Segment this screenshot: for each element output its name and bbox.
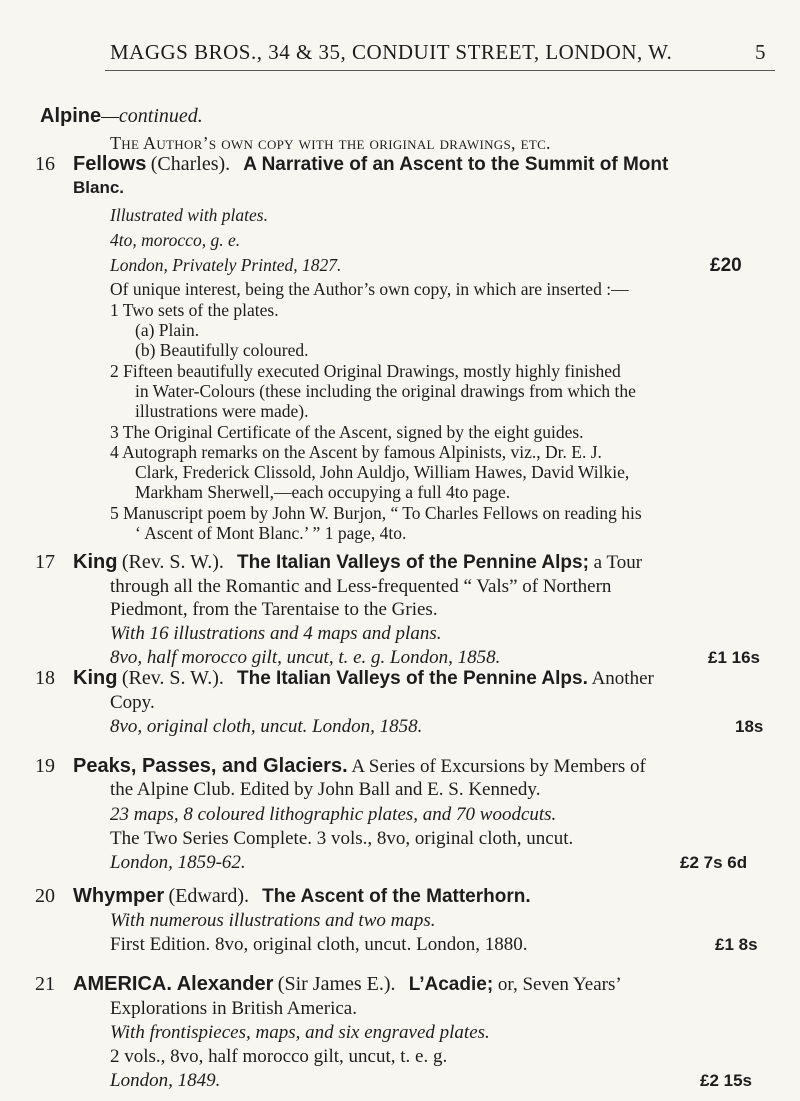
entry-heading <box>73 551 642 574</box>
entry-title-rest: Another <box>587 668 654 689</box>
entry-imprint: London, Privately Printed, 1827. <box>110 255 342 275</box>
entry-author: Fellows <box>73 153 147 175</box>
entry-format: The Two Series Complete. 3 vols., 8vo, original cloth, uncut. <box>110 828 574 849</box>
entry-author-details: (Charles). <box>150 153 231 175</box>
entry-price: £1 8s <box>715 935 758 954</box>
entry-author: Whymper <box>73 885 165 907</box>
entry-illustrations: With frontispieces, maps, and six engraved plates. <box>110 1022 490 1043</box>
entry-line: through all the Romantic and Less-frequented “ Vals” of Northern <box>110 576 612 597</box>
entry-item: 3 The Original Certificate of the Ascent, signed by the eight guides. <box>110 422 584 442</box>
entry-number: 21 <box>35 973 55 995</box>
entry-line: Copy. <box>110 692 155 713</box>
entry-heading <box>73 973 622 996</box>
entry-format: 4to, morocco, g. e. <box>110 230 241 250</box>
entry-author-details: (Edward). <box>168 885 250 907</box>
entry-item: in Water-Colours (these including the original drawings from which the <box>135 381 636 401</box>
entry-item: Markham Sherwell,—each occupying a full 4to page. <box>135 482 511 502</box>
entry-title-rest: a Tour <box>588 552 643 573</box>
entry-heading <box>73 755 646 778</box>
entry-item: 1 Two sets of the plates. <box>110 300 279 320</box>
entry-author: Peaks, Passes, and Glaciers. <box>73 755 348 777</box>
entry-format: First Edition. 8vo, original cloth, uncut. London, 1880. <box>110 934 528 955</box>
entry-item: 5 Manuscript poem by John W. Burjon, “ To Charles Fellows on reading his <box>110 503 642 523</box>
entry-line: Piedmont, from the Tarentaise to the Gries. <box>110 599 438 620</box>
entry-illustrations: With numerous illustrations and two maps. <box>110 910 436 931</box>
entry-illustrations: 23 maps, 8 coloured lithographic plates, and 70 woodcuts. <box>110 804 557 825</box>
entry-format: 8vo, original cloth, uncut. London, 1858. <box>110 716 423 737</box>
entry-heading <box>73 885 531 908</box>
entry-author: King <box>73 551 118 573</box>
entry-price: 18s <box>735 717 764 736</box>
entry-author-details: (Sir James E.). <box>277 973 396 995</box>
section-heading: Alpine—continued. <box>40 105 203 127</box>
entry-title: The Ascent of the Matterhorn. <box>262 886 531 907</box>
entry-imprint: London, 1859-62. <box>110 852 246 873</box>
entry-price: £2 7s 6d <box>680 853 748 872</box>
entry-format: 2 vols., 8vo, half morocco gilt, uncut, t. e. g. <box>110 1046 448 1067</box>
entry-number: 19 <box>35 755 55 777</box>
entry-number: 20 <box>35 885 55 907</box>
entry-line: the Alpine Club. Edited by John Ball and E. S. Kennedy. <box>110 779 541 800</box>
entry-heading <box>73 667 654 690</box>
entry-number: 18 <box>35 667 55 689</box>
page-number: 5 <box>755 40 766 64</box>
entry-title-rest: or, Seven Years’ <box>493 974 622 995</box>
entry-item: illustrations were made). <box>135 401 309 421</box>
entry-item: (a) Plain. <box>135 320 200 340</box>
entry-title: The Italian Valleys of the Pennine Alps; <box>236 552 589 573</box>
entry-item: Clark, Frederick Clissold, John Auldjo, William Hawes, David Wilkie, <box>135 462 630 482</box>
entry-item: 4 Autograph remarks on the Ascent by famous Alpinists, viz., Dr. E. J. <box>110 442 602 462</box>
entry-line: Explorations in British America. <box>110 998 357 1019</box>
entry-price: £20 <box>710 255 742 276</box>
entry-format: 8vo, half morocco gilt, uncut, t. e. g. London, 1858. <box>110 647 501 668</box>
entry-author-details: (Rev. S. W.). <box>121 551 224 573</box>
entry-imprint: London, 1849. <box>110 1070 221 1091</box>
entry-number: 17 <box>35 551 55 573</box>
entry-heading <box>73 153 668 176</box>
entry-item: (b) Beautifully coloured. <box>135 340 309 360</box>
entry-note: Of unique interest, being the Author’s own copy, in which are inserted :— <box>110 279 629 299</box>
header-text: MAGGS BROS., 34 & 35, CONDUIT STREET, LONDON, W. <box>110 40 673 64</box>
entry-title-rest: A Series of Excursions by Members of <box>347 756 646 777</box>
entry-illustrations: Illustrated with plates. <box>110 205 268 225</box>
entry-title-cont: Blanc. <box>73 178 125 197</box>
entry-item: ‘ Ascent of Mont Blanc.’ ” 1 page, 4to. <box>135 523 407 543</box>
entry-title: The Italian Valleys of the Pennine Alps. <box>236 668 588 689</box>
header-rule <box>105 70 775 71</box>
entry-title: L’Acadie; <box>408 974 494 995</box>
entry-price: £2 15s <box>700 1071 752 1090</box>
entry-illustrations: With 16 illustrations and 4 maps and plans. <box>110 623 442 644</box>
entry-item: 2 Fifteen beautifully executed Original Drawings, mostly highly finished <box>110 361 621 381</box>
entry-author: AMERICA. Alexander <box>73 973 274 995</box>
entry-author: King <box>73 667 118 689</box>
entry-number: 16 <box>35 153 55 175</box>
entry-title: A Narrative of an Ascent to the Summit of Mont <box>243 154 669 175</box>
entry-author-details: (Rev. S. W.). <box>121 667 224 689</box>
subheading: The Author’s own copy with the original drawings, etc. <box>110 133 551 153</box>
entry-price: £1 16s <box>708 648 760 667</box>
